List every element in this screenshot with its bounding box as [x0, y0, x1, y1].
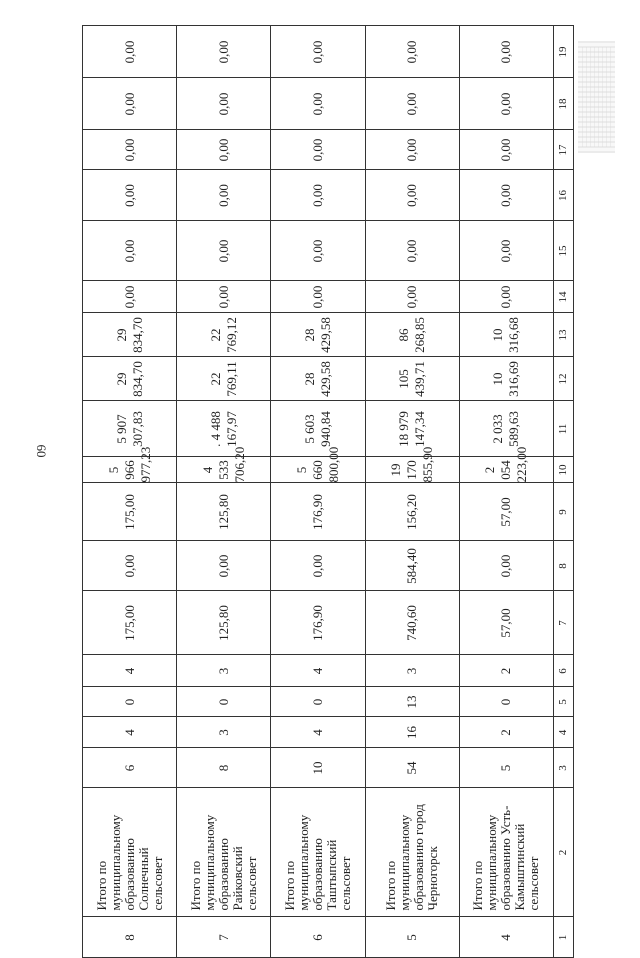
table-wrapper	[82, 25, 574, 941]
cell-col-18: 0,00	[365, 78, 459, 130]
cell-col-11: . 4 488 167,97	[177, 401, 271, 457]
cell-col-17: 0,00	[271, 130, 365, 170]
cell-col-11: 5 907 307,83	[83, 401, 177, 457]
cell-col-10: 2 054 223,00	[459, 457, 553, 483]
column-number-3: 3	[553, 748, 573, 788]
cell-col-10: 5 966 977,23	[83, 457, 177, 483]
cell-col-7: 740,60	[365, 591, 459, 655]
cell-col-3: 8	[177, 748, 271, 788]
cell-col-16: 0,00	[177, 170, 271, 221]
cell-col-8: 584,40	[365, 541, 459, 591]
column-number-4: 4	[553, 717, 573, 748]
column-number-17: 17	[553, 130, 573, 170]
cell-col-3: 5	[459, 748, 553, 788]
column-number-7: 7	[553, 591, 573, 655]
cell-col-8: 0,00	[177, 541, 271, 591]
cell-col-15: 0,00	[459, 221, 553, 281]
row-number: 5	[365, 917, 459, 958]
cell-col-7: 176,90	[271, 591, 365, 655]
cell-col-15: 0,00	[83, 221, 177, 281]
cell-col-16: 0,00	[83, 170, 177, 221]
cell-col-19: 0,00	[177, 26, 271, 78]
column-number-6: 6	[553, 655, 573, 687]
cell-col-16: 0,00	[459, 170, 553, 221]
cell-col-9: 175,00	[83, 483, 177, 541]
cell-col-19: 0,00	[459, 26, 553, 78]
cell-col-18: 0,00	[177, 78, 271, 130]
cell-col-12: 28 429,58	[271, 357, 365, 401]
cell-col-5: 0	[83, 687, 177, 717]
cell-col-14: 0,00	[459, 281, 553, 313]
row-number: 6	[271, 917, 365, 958]
cell-col-8: 0,00	[271, 541, 365, 591]
table-row	[83, 26, 177, 958]
table-row	[365, 26, 459, 958]
cell-col-6: 4	[271, 655, 365, 687]
column-number-5: 5	[553, 687, 573, 717]
cell-col-7: 125,80	[177, 591, 271, 655]
cell-col-9: 176,90	[271, 483, 365, 541]
cell-col-5: 0	[177, 687, 271, 717]
municipality-name-text: Итого по муниципальному образованию город Черногорск	[383, 803, 441, 910]
municipality-name	[459, 788, 553, 917]
cell-col-13: 29 834,70	[83, 313, 177, 357]
municipality-name-text: Итого по муниципальному образованию Таштыпский сельсовет	[282, 814, 353, 910]
cell-col-19: 0,00	[83, 26, 177, 78]
cell-col-14: 0,00	[365, 281, 459, 313]
column-number-2: 2	[553, 788, 573, 917]
municipality-name-text: Итого по муниципальному образованию Солнечный сельсовет	[93, 814, 165, 910]
table-row	[271, 26, 365, 958]
cell-col-19: 0,00	[365, 26, 459, 78]
cell-col-18: 0,00	[83, 78, 177, 130]
cell-col-9: 156,20	[365, 483, 459, 541]
cell-col-13: 86 268,85	[365, 313, 459, 357]
cell-col-14: 0,00	[271, 281, 365, 313]
cell-col-13: 22 769,12	[177, 313, 271, 357]
column-number-9: 9	[553, 483, 573, 541]
cell-col-15: 0,00	[177, 221, 271, 281]
cell-col-16: 0,00	[365, 170, 459, 221]
cell-col-13: 10 316,68	[459, 313, 553, 357]
cell-col-5: 13	[365, 687, 459, 717]
cell-col-10: 5 660 800,00	[271, 457, 365, 483]
cell-col-10: 19 170 855,90	[365, 457, 459, 483]
cell-col-6: 2	[459, 655, 553, 687]
row-number: 8	[83, 917, 177, 958]
cell-col-12: 22 769,11	[177, 357, 271, 401]
cell-col-11: 18 979 147,34	[365, 401, 459, 457]
cell-col-11: 5 603 940,84	[271, 401, 365, 457]
municipality-name	[83, 788, 177, 917]
cell-col-17: 0,00	[459, 130, 553, 170]
column-number-12: 12	[553, 357, 573, 401]
cell-col-9: 57,00	[459, 483, 553, 541]
cell-col-5: 0	[459, 687, 553, 717]
column-number-13: 13	[553, 313, 573, 357]
cell-col-18: 0,00	[459, 78, 553, 130]
cell-col-16: 0,00	[271, 170, 365, 221]
cell-col-7: 175,00	[83, 591, 177, 655]
cell-col-3: 10	[271, 748, 365, 788]
cell-col-10: 4 533 706,20	[177, 457, 271, 483]
column-number-8: 8	[553, 541, 573, 591]
column-number-1: 1	[553, 917, 573, 958]
cell-col-14: 0,00	[83, 281, 177, 313]
row-number: 4	[459, 917, 553, 958]
cell-col-4: 4	[271, 717, 365, 748]
cell-col-8: 0,00	[459, 541, 553, 591]
municipality-name	[177, 788, 271, 917]
cell-col-17: 0,00	[83, 130, 177, 170]
cell-col-17: 0,00	[365, 130, 459, 170]
cell-col-5: 0	[271, 687, 365, 717]
cell-col-4: 4	[83, 717, 177, 748]
cell-col-15: 0,00	[365, 221, 459, 281]
row-number: 7	[177, 917, 271, 958]
cell-col-6: 3	[365, 655, 459, 687]
page-number: 60	[34, 444, 49, 458]
column-number-row	[553, 26, 573, 958]
cell-col-6: 3	[177, 655, 271, 687]
municipality-name-text: Итого по муниципальному образованию Райковский сельсовет	[187, 814, 259, 910]
stamp-mark	[578, 41, 615, 153]
cell-col-12: 105 439,71	[365, 357, 459, 401]
cell-col-19: 0,00	[271, 26, 365, 78]
cell-col-4: 3	[177, 717, 271, 748]
cell-col-4: 2	[459, 717, 553, 748]
cell-col-4: 16	[365, 717, 459, 748]
column-number-15: 15	[553, 221, 573, 281]
cell-col-7: 57,00	[459, 591, 553, 655]
cell-col-15: 0,00	[271, 221, 365, 281]
cell-col-17: 0,00	[177, 130, 271, 170]
municipality-name-text: Итого по муниципальному образованию Усть-Камыштинский сельсовет	[470, 805, 542, 910]
cell-col-9: 125,80	[177, 483, 271, 541]
column-number-10: 10	[553, 457, 573, 483]
table-row	[459, 26, 553, 958]
cell-col-8: 0,00	[83, 541, 177, 591]
cell-col-13: 28 429,58	[271, 313, 365, 357]
cell-col-3: 6	[83, 748, 177, 788]
cell-col-18: 0,00	[271, 78, 365, 130]
cell-col-6: 4	[83, 655, 177, 687]
cell-col-11: 2 033 589,63	[459, 401, 553, 457]
column-number-18: 18	[553, 78, 573, 130]
column-number-14: 14	[553, 281, 573, 313]
cell-col-12: 29 834,70	[83, 357, 177, 401]
column-number-19: 19	[553, 26, 573, 78]
data-table	[82, 25, 574, 958]
table-row	[177, 26, 271, 958]
column-number-11: 11	[553, 401, 573, 457]
column-number-16: 16	[553, 170, 573, 221]
cell-col-12: 10 316,69	[459, 357, 553, 401]
cell-col-3: 54	[365, 748, 459, 788]
municipality-name	[271, 788, 365, 917]
municipality-name	[365, 788, 459, 917]
cell-col-14: 0,00	[177, 281, 271, 313]
